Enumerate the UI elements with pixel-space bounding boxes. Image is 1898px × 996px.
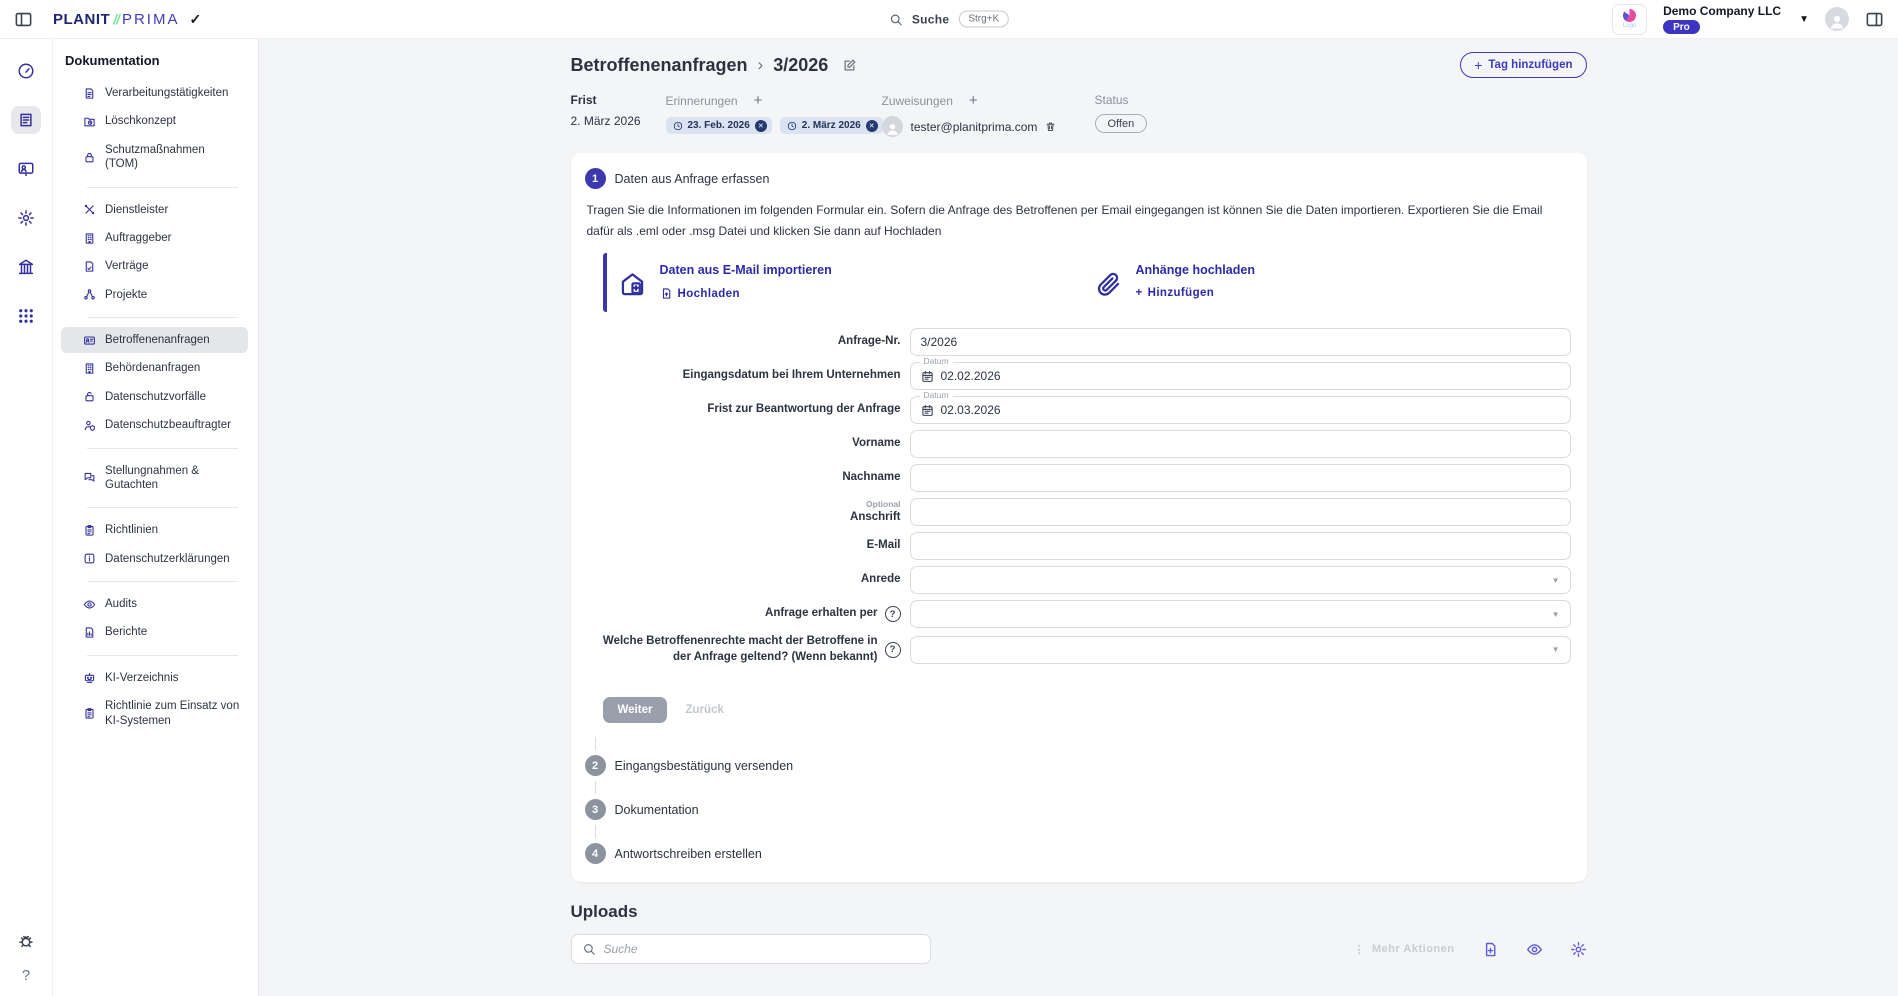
icon-rail (0, 39, 53, 996)
rail-gauge-icon[interactable] (11, 57, 41, 85)
sidebar-divider (87, 317, 238, 318)
add-assignment-button[interactable]: + (968, 92, 978, 109)
lock-icon (83, 151, 96, 164)
sidebar-item-label: Datenschutzvorfälle (105, 390, 206, 403)
step-connector (595, 825, 596, 838)
clipboard-icon (83, 707, 96, 720)
field-input-frist-zur-beantwortung-der-anfrage[interactable] (910, 390, 1571, 424)
step-3-header[interactable] (585, 797, 1573, 822)
sidebar-item-richtlinien[interactable] (61, 517, 248, 543)
sidebar-item-label: Behördenanfragen (105, 362, 201, 375)
unlock-icon (83, 390, 96, 403)
sidebar-item-label: Datenschutzerklärungen (105, 552, 230, 565)
sidebar-item-label: Richtlinie zum Einsatz von KI-Systemen (105, 700, 240, 727)
reminders-block (666, 93, 882, 134)
calendar-icon (921, 404, 934, 417)
field-value: 02.02.2026 (940, 369, 1001, 383)
form-row-eingangsdatum-bei-ihrem-unternehmen (587, 356, 1571, 390)
status-label: Status (1094, 93, 1129, 107)
folder-clock-icon (83, 115, 96, 128)
field-input-anfrage-nr[interactable] (910, 328, 1571, 356)
sidebar (53, 39, 259, 996)
form-row-anfrage-nr (587, 328, 1571, 356)
sidebar-item-datenschutzbeauftragter[interactable] (61, 412, 248, 438)
help-icon[interactable]: ? (21, 967, 31, 984)
more-actions-label: Mehr Aktionen (1372, 943, 1455, 956)
field-label: Anfrage-Nr. (837, 335, 901, 348)
chat-icon (83, 471, 96, 484)
field-label: Welche Betroffenenrechte macht der Betroffene in der Anfrage geltend? (Wenn bekannt) (602, 635, 878, 663)
remove-assignee-icon[interactable] (1045, 121, 1056, 132)
eye-icon (83, 598, 96, 611)
clipboard-icon (83, 524, 96, 537)
breadcrumb-parent[interactable]: Betroffenenanfragen (570, 54, 748, 75)
step-1-description: Tragen Sie die Informationen im folgenden Formular ein. Sofern die Anfrage des Betroffenen per Email eingegangen ist können Sie die Daten importieren. Exportieren Sie die Email dafür als .eml oder .msg Datei und klicken Sie dann auf Hochladen (586, 203, 1543, 238)
step-1-number: 1 (585, 168, 606, 189)
eye-icon[interactable] (1526, 941, 1543, 958)
assignee-email: tester@planitprima.com (910, 119, 1038, 134)
form-row-anrede (587, 566, 1571, 594)
sidebar-item-label: KI-Verzeichnis (105, 671, 179, 684)
field-label: Vorname (852, 437, 901, 450)
sidebar-item-löschkonzept[interactable] (61, 108, 248, 134)
sidebar-item-label: Projekte (105, 288, 148, 301)
sidebar-item-ki-verzeichnis[interactable] (61, 665, 248, 691)
gear-icon[interactable] (1570, 941, 1587, 958)
add-attachment-button[interactable] (1136, 287, 1255, 299)
field-label: E-Mail (866, 539, 901, 552)
sidebar-divider (87, 187, 238, 188)
plus-icon: + (1474, 57, 1483, 73)
field-label: Anrede (860, 573, 901, 586)
logo-slashes: // (113, 10, 119, 27)
field-input-anschrift[interactable] (910, 498, 1571, 526)
help-icon[interactable]: ? (885, 642, 901, 658)
remove-reminder-icon[interactable]: ✕ (755, 120, 767, 132)
assignments-label: Zuweisungen (881, 93, 953, 108)
calendar-icon (921, 370, 934, 383)
chevron-down-icon: ▼ (1551, 575, 1560, 585)
user-avatar[interactable] (1825, 7, 1849, 31)
sidebar-divider (87, 655, 238, 656)
sidebar-item-auftraggeber[interactable] (61, 225, 248, 251)
sidebar-item-label: Dienstleister (105, 203, 169, 216)
file-plus-icon[interactable] (1482, 941, 1499, 958)
request-icon (83, 334, 96, 347)
reminder-chip (666, 117, 772, 134)
step-3-number: 3 (585, 799, 606, 820)
sidebar-divider (87, 507, 238, 508)
step-4-header[interactable] (585, 841, 1573, 866)
form-row-welche-betroffenenrechte-macht-der-betroffene-in-der-anfrage-geltend-wenn-bekannt (587, 634, 1571, 665)
help-icon[interactable]: ? (885, 606, 901, 622)
add-tag-label: Tag hinzufügen (1488, 59, 1573, 71)
user-shield-icon (83, 419, 96, 432)
upload-file-icon (660, 287, 673, 300)
sidebar-item-label: Verträge (105, 260, 149, 273)
breadcrumb-current: 3/2026 (773, 54, 829, 75)
uploads-search[interactable] (571, 934, 931, 964)
import-section (603, 253, 1571, 312)
form-row-nachname (587, 464, 1571, 492)
form-row-frist-zur-beantwortung-der-anfrage (587, 390, 1571, 424)
form-row-e-mail (587, 532, 1571, 560)
logo-part1: PLANIT (53, 10, 111, 28)
sidebar-item-betroffenenanfragen[interactable] (61, 327, 248, 353)
sidebar-item-label: Richtlinien (105, 524, 159, 537)
step-1-header (585, 168, 1573, 189)
deadline-label: Frist (570, 93, 597, 107)
network-icon (83, 288, 96, 301)
sidebar-item-label: Auftraggeber (105, 231, 172, 244)
next-button[interactable]: Weiter (603, 697, 668, 723)
app-logo (53, 11, 179, 28)
assignee-avatar (882, 116, 903, 137)
remove-reminder-icon[interactable]: ✕ (866, 120, 878, 132)
bug-icon[interactable] (11, 927, 41, 955)
rail-book-icon[interactable] (11, 106, 41, 134)
field-value: 3/2026 (920, 335, 958, 349)
more-actions-button[interactable] (1354, 943, 1455, 956)
search-label: Suche (911, 12, 950, 26)
request-steps-card (571, 153, 1587, 882)
sidebar-item-richtlinie-zum-einsatz-von-ki-systemen[interactable] (61, 693, 248, 734)
sidebar-item-datenschutzvorfälle[interactable] (61, 384, 248, 410)
chevron-down-icon: ▼ (1551, 609, 1560, 619)
breadcrumb (571, 55, 858, 76)
add-reminder-button[interactable]: + (753, 92, 763, 109)
field-label: Nachname (842, 471, 901, 484)
sidebar-heading: Dokumentation (65, 53, 160, 68)
field-label: Frist zur Beantwortung der Anfrage (707, 403, 901, 416)
sidebar-item-datenschutzerklärungen[interactable] (61, 546, 248, 572)
reminder-chip (780, 117, 883, 134)
sidebar-item-label: Betroffenenanfragen (105, 334, 210, 346)
company-name: Demo Company LLC (1663, 4, 1782, 18)
sidebar-item-label: Schutzmaßnahmen (TOM) (105, 143, 205, 171)
sidebar-item-stellungnahmen-gutachten[interactable] (61, 458, 248, 499)
chevron-down-icon[interactable]: ▼ (1799, 13, 1809, 25)
field-select-welche-betroffenenrechte-macht-der-betroffene-in-der-anfrage-geltend-wenn-bekannt[interactable] (910, 636, 1571, 664)
edit-title-icon[interactable] (842, 58, 857, 73)
chevron-down-icon: ▼ (1551, 645, 1560, 655)
company-logo-caption: Logo (1622, 23, 1637, 29)
status-block (1095, 93, 1148, 133)
search-shortcut-badge: Strg+K (958, 11, 1009, 28)
field-select-anfrage-erhalten-per[interactable] (910, 600, 1571, 628)
reminder-date: 2. März 2026 (801, 120, 861, 131)
status-badge[interactable]: Offen (1095, 114, 1148, 133)
plan-badge: Pro (1663, 20, 1700, 34)
sidebar-item-projekte[interactable] (61, 282, 248, 308)
uploads-title: Uploads (570, 902, 638, 922)
sidebar-item-audits[interactable] (61, 591, 248, 617)
clock-icon (673, 121, 683, 131)
step-2-title: Eingangsbestätigung versenden (614, 758, 794, 773)
info-icon (83, 552, 96, 565)
step-4-title: Antwortschreiben erstellen (614, 846, 762, 861)
step-connector (595, 781, 596, 794)
request-form (587, 328, 1571, 665)
robot-icon (83, 671, 96, 684)
form-row-anfrage-erhalten-per (587, 600, 1571, 628)
tools-icon (83, 203, 96, 216)
step-4-number: 4 (585, 843, 606, 864)
main-area (259, 39, 1898, 996)
paperclip-icon (1095, 271, 1122, 298)
sidebar-divider (87, 448, 238, 449)
form-row-anschrift (587, 498, 1571, 526)
sidebar-item-schutzmaßnahmen-tom[interactable] (61, 137, 248, 178)
add-tag-button[interactable] (1460, 52, 1586, 78)
step-3-title: Dokumentation (614, 802, 699, 817)
search-icon (889, 12, 903, 26)
rail-user-board-icon[interactable] (11, 155, 41, 183)
building-icon (83, 232, 96, 245)
field-notch-label: Datum (920, 391, 953, 400)
breadcrumb-separator: › (757, 55, 764, 74)
logo-part2: PRIMA (121, 10, 180, 28)
step-2-number: 2 (585, 755, 606, 776)
uploads-search-input[interactable] (604, 942, 920, 956)
attachments-block (1095, 263, 1571, 300)
back-button[interactable]: Zurück (685, 704, 724, 717)
clock-icon (787, 121, 797, 131)
reminders-label: Erinnerungen (665, 93, 738, 108)
step-1-title: Daten aus Anfrage erfassen (614, 171, 770, 186)
right-panel-toggle-icon[interactable] (1865, 10, 1884, 29)
dots-vertical-icon: ⋮ (1353, 943, 1365, 956)
sidebar-divider (87, 581, 238, 582)
plus-icon: + (1135, 287, 1143, 299)
field-value: 02.03.2026 (940, 403, 1001, 417)
field-label: Anfrage erhalten per (765, 607, 878, 620)
email-import-block (619, 263, 1095, 300)
email-import-title: Daten aus E-Mail importieren (659, 263, 832, 277)
upload-email-button[interactable] (660, 287, 832, 300)
field-input-e-mail[interactable] (910, 532, 1571, 560)
file-sign-icon (83, 260, 96, 273)
optional-label: Optional (866, 498, 901, 509)
sidebar-item-verträge[interactable] (61, 253, 248, 279)
field-input-vorname[interactable] (910, 430, 1571, 458)
sidebar-item-label: Datenschutzbeauftragter (105, 419, 231, 432)
field-select-anrede[interactable] (910, 566, 1571, 594)
field-input-nachname[interactable] (910, 464, 1571, 492)
field-label: Eingangsdatum bei Ihrem Unternehmen (682, 369, 901, 382)
rail-grid-icon[interactable] (11, 302, 41, 330)
sidebar-item-label: Verarbeitungstätigkeiten (105, 87, 229, 99)
assignments-block (882, 93, 1095, 137)
search-icon (582, 942, 596, 956)
sidebar-item-label: Audits (105, 598, 137, 610)
building-icon (83, 362, 96, 375)
company-switcher[interactable] (1663, 4, 1781, 34)
sidebar-item-verarbeitungstätigkeiten[interactable] (61, 80, 248, 106)
document-icon (83, 87, 96, 100)
global-search[interactable] (889, 11, 1009, 28)
company-logo (1612, 4, 1647, 35)
sidebar-item-berichte[interactable] (61, 619, 248, 645)
sidebar-item-dienstleister[interactable] (61, 197, 248, 223)
field-label: Anschrift (850, 510, 901, 523)
file-chart-icon (83, 626, 96, 639)
sidebar-item-behördenanfragen[interactable] (61, 355, 248, 381)
rail-gear-icon[interactable] (11, 204, 41, 232)
sidebar-item-label: Stellungnahmen & Gutachten (105, 464, 199, 491)
company-logo-mark (1623, 9, 1636, 22)
sidebar-item-label: Löschkonzept (105, 115, 176, 128)
mail-import-icon (619, 271, 646, 298)
step-2-header[interactable] (585, 753, 1573, 778)
attachments-title: Anhänge hochladen (1135, 263, 1255, 277)
field-notch-label: Datum (920, 357, 953, 366)
field-input-eingangsdatum-bei-ihrem-unternehmen[interactable] (910, 356, 1571, 390)
form-row-vorname (587, 430, 1571, 458)
deadline-value: 2. März 2026 (570, 114, 641, 128)
rail-bank-icon[interactable] (11, 253, 41, 281)
upload-email-label: Hochladen (677, 287, 740, 300)
top-header (0, 0, 1898, 39)
reminder-date: 23. Feb. 2026 (687, 120, 750, 131)
sidebar-toggle-icon[interactable] (14, 10, 33, 29)
deadline-block (571, 93, 666, 128)
add-attachment-label: Hinzufügen (1147, 287, 1215, 299)
sidebar-item-label: Berichte (105, 626, 148, 639)
logo-check-icon: ✓ (189, 10, 202, 27)
step-connector (595, 737, 596, 750)
